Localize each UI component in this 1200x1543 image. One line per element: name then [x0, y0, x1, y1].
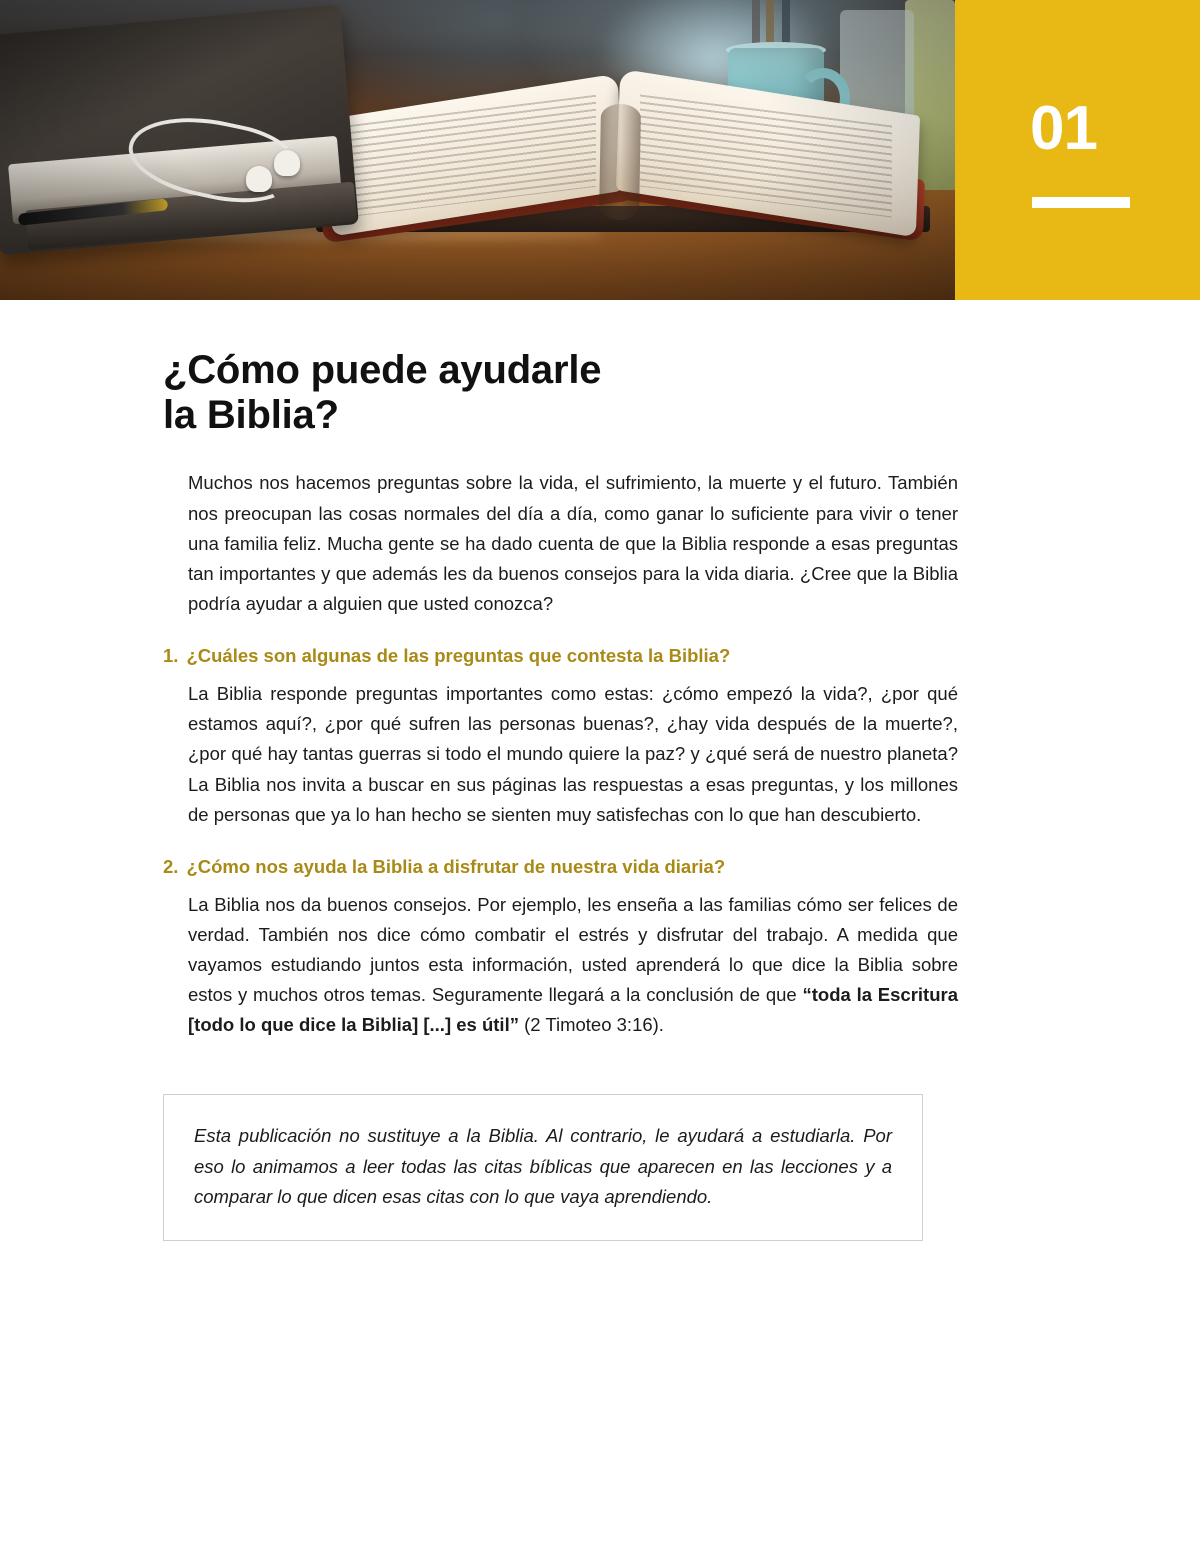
page-title-line-2: la Biblia?	[163, 393, 339, 438]
photo-vignette	[0, 0, 955, 300]
question-heading-2	[163, 856, 963, 878]
photo-scene	[0, 0, 955, 300]
question-text-2: ¿Cómo nos ayuda la Biblia a disfrutar de nuestra vida diaria?	[186, 855, 726, 877]
question-list	[0, 645, 1200, 1040]
article-content	[0, 300, 1200, 1241]
intro-paragraph: Muchos nos hacemos preguntas sobre la vida, el sufrimiento, la muerte y el futuro. También nos preocupan las cosas normales del día a día, como ganar lo suficiente para vivir o tener una familia feliz. Mucha gente se ha dado cuenta de que la Biblia responde a esas preguntas tan importantes y que además les da buenos consejos para la vida diaria. ¿Cree que la Biblia podría ayudar a alguien que usted conozca?	[188, 472, 958, 614]
answer-2-part-1: La Biblia nos da buenos consejos. Por ejemplo, les enseña a las familias cómo ser felices de verdad. También nos dice cómo combatir el estrés y disfrutar del trabajo. A medida que vayamos estudiando juntos esta información, usted aprenderá lo que dice la Biblia sobre estos y muchos otros temas. Seguramente llegará a la conclusión de que	[188, 893, 958, 1006]
page-title	[163, 348, 863, 438]
question-heading-1	[163, 645, 963, 667]
question-number-1: 1.	[163, 645, 179, 667]
question-item-2	[0, 856, 1200, 1041]
answer-text-1: La Biblia responde preguntas importantes como estas: ¿cómo empezó la vida?, ¿por qué estamos aquí?, ¿por qué sufren las personas buenas?, ¿hay vida después de la muerte?, ¿por qué hay tantas guerras si todo el mundo quiere la paz? y ¿qué será de nuestro planeta? La Biblia nos invita a buscar en sus páginas las respuestas a esas preguntas, y los millones de personas que ya lo han hecho se sienten muy satisfechas con lo que han descubierto.	[188, 683, 958, 825]
page-title-line-1: ¿Cómo puede ayudarle	[163, 348, 602, 392]
lesson-number: 01	[1030, 94, 1097, 163]
question-item-1	[0, 645, 1200, 830]
note-text: Esta publicación no sustituye a la Biblia. Al contrario, le ayudará a estudiarla. Por eso lo animamos a leer todas las citas bíblicas que aparecen en las lecciones y a comparar lo que dicen esas citas con lo que vaya aprendiendo.	[194, 1125, 892, 1207]
hero-banner	[0, 0, 1200, 300]
badge-underline	[1032, 197, 1130, 208]
question-number-2: 2.	[163, 855, 179, 877]
lesson-number-badge	[955, 0, 1200, 300]
note-box	[163, 1094, 923, 1240]
answer-2-part-2: (2 Timoteo 3:16).	[518, 1014, 664, 1036]
question-text-1: ¿Cuáles son algunas de las preguntas que contesta la Biblia?	[186, 645, 731, 667]
hero-image	[0, 0, 955, 300]
answer-text-2	[188, 890, 958, 1041]
answer-2-scripture-quote: “toda la Escritura [todo lo que dice la Biblia] [...] es útil”	[188, 984, 958, 1036]
